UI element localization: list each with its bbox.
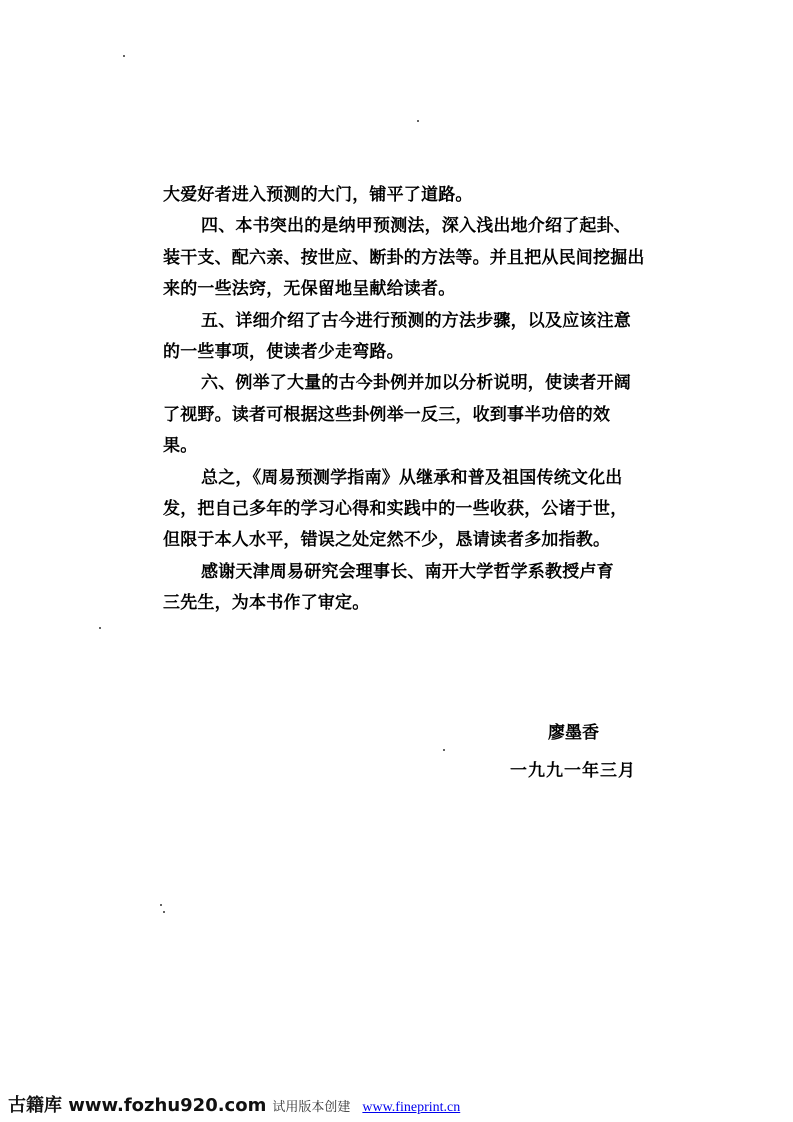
date-line: 一九九一年三月 bbox=[510, 761, 636, 781]
text-line: 装干支、配六亲、按世应、断卦的方法等。并且把从民间挖掘出 bbox=[163, 247, 645, 268]
text-line: 三先生，为本书作了审定。 bbox=[163, 593, 370, 614]
fineprint-link[interactable]: www.fineprint.cn bbox=[362, 1100, 461, 1115]
text-line: 总之，《周易预测学指南》从继承和普及祖国传统文化出 bbox=[201, 467, 623, 488]
text-line: 感谢天津周易研究会理事长、南开大学哲学系教授卢育 bbox=[201, 561, 614, 582]
text-line: 了视野。读者可根据这些卦例举一反三，收到事半功倍的效 bbox=[163, 404, 611, 425]
text-line: 发，把自己多年的学习心得和实践中的一些收获，公诸于世， bbox=[163, 498, 628, 519]
text-line: 六、例举了大量的古今卦例并加以分析说明，使读者开阔 bbox=[201, 373, 631, 394]
text-line: 五、详细介绍了古今进行预测的方法步骤，以及应该注意 bbox=[201, 310, 631, 331]
text-line: 来的一些法窍，无保留地呈献给读者。 bbox=[163, 279, 456, 300]
watermark-logo: 古籍库 www.fozhu920.com bbox=[8, 1095, 267, 1116]
scan-speck bbox=[99, 627, 101, 629]
scan-speck bbox=[160, 904, 162, 906]
trial-notice: 试用版本创建 bbox=[272, 1100, 351, 1115]
body-text bbox=[163, 180, 693, 619]
text-line: 果。 bbox=[163, 436, 198, 457]
text-line: 四、本书突出的是纳甲预测法，深入浅出地介绍了起卦、 bbox=[201, 216, 631, 237]
author-signature: 廖墨香 bbox=[548, 723, 599, 743]
scan-speck bbox=[123, 55, 125, 57]
scan-speck bbox=[417, 120, 419, 122]
scan-speck bbox=[443, 749, 445, 751]
text-line: 的一些事项，使读者少走弯路。 bbox=[163, 341, 404, 362]
text-line: 大爱好者进入预测的大门，铺平了道路。 bbox=[163, 185, 473, 205]
scan-speck bbox=[163, 911, 165, 913]
watermark-footer bbox=[8, 1091, 460, 1115]
text-line: 但限于本人水平，错误之处定然不少，恳请读者多加指教。 bbox=[163, 530, 611, 551]
